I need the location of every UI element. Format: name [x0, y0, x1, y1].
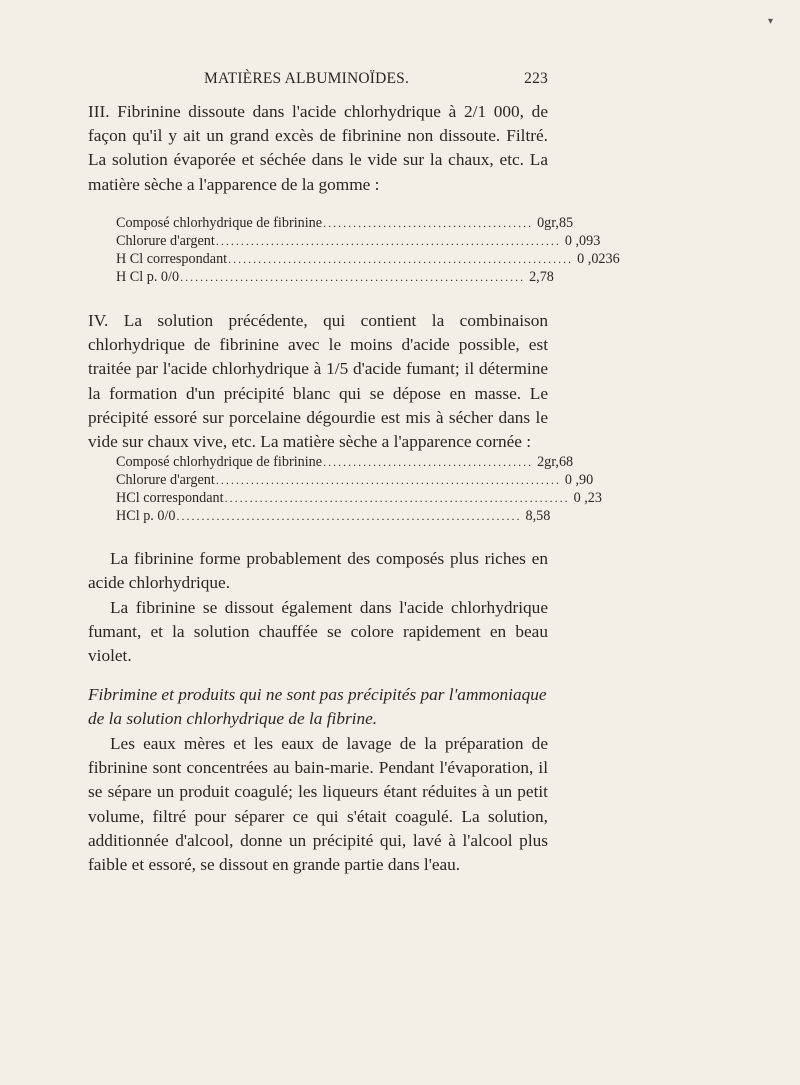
results-table-2 — [116, 453, 602, 525]
table-row — [116, 471, 594, 489]
row-value: 2,78 — [529, 269, 554, 285]
table-row — [116, 507, 551, 525]
paragraph-iii: III. Fibrinine dissoute dans l'acide chlorhydrique à 2/1 000, de façon qu'il y ait un grand excès de fibrinine non dissoute. Filtré. La solution évaporée et séchée dans le vide sur la chaux, etc. La matière sèche a l'apparence de la gomme : — [88, 102, 548, 194]
leader-dots: ..................................................................... — [176, 509, 522, 523]
row-label: Composé chlorhydrique de fibrinine — [116, 454, 323, 470]
paragraph-eaux: Les eaux mères et les eaux de lavage de la préparation de fibrinine sont concentrées au bain-marie. Pendant l'évaporation, il se sépare un produit coagulé; les liqueurs étant réduites à un petit volume, filtré pour séparer ce qui s'était coagulé. La solution, additionnée d'alcool, donne un précipité qui, lavé à l'alcool plus faible et essoré, se dissout en grande partie dans l'eau. — [88, 734, 548, 875]
row-value: 2gr,68 — [537, 454, 574, 470]
row-value: 0 ,093 — [564, 233, 601, 249]
table-row — [116, 232, 601, 250]
leader-dots: ..................................................................... — [228, 252, 574, 266]
results-table-1 — [116, 214, 620, 286]
row-value: 0gr,85 — [537, 215, 574, 231]
header-title: MATIÈRES ALBUMINOÏDES. — [204, 70, 410, 87]
row-label: Composé chlorhydrique de fibrinine — [116, 215, 323, 231]
row-label: Chlorure d'argent — [116, 233, 215, 249]
table-row — [116, 453, 574, 471]
row-value: 0 ,0236 — [577, 251, 620, 267]
leader-dots: ..................................................................... — [215, 473, 561, 487]
row-value: 0 ,90 — [564, 472, 594, 488]
table-row — [116, 268, 554, 286]
page-speck: ▾ — [768, 16, 774, 27]
table-row — [116, 214, 574, 232]
row-label: H Cl p. 0/0 — [116, 269, 180, 285]
leader-dots: ..................................................................... — [224, 491, 570, 505]
table-row — [116, 250, 620, 268]
leader-dots: .......................................... — [323, 455, 534, 469]
paragraph-richer: La fibrinine forme probablement des composés plus riches en acide chlorhydrique. — [88, 549, 548, 593]
row-label: H Cl correspondant — [116, 251, 228, 267]
table-row — [116, 489, 602, 507]
leader-dots: .......................................... — [323, 216, 534, 230]
row-label: HCl correspondant — [116, 490, 224, 506]
row-value: 0 ,23 — [573, 490, 602, 506]
leader-dots: ..................................................................... — [180, 270, 526, 284]
paragraph-fumant: La fibrinine se dissout également dans l'acide chlorhydrique fumant, et la solution chauffée se colore rapidement en beau violet. — [88, 598, 548, 666]
row-label: Chlorure d'argent — [116, 472, 215, 488]
page-number: 223 — [524, 70, 548, 87]
section-heading: Fibrimine et produits qui ne sont pas précipités par l'ammoniaque de la solution chlorhydrique de la fibrine. — [88, 685, 547, 729]
leader-dots: ..................................................................... — [215, 234, 561, 248]
row-label: HCl p. 0/0 — [116, 508, 176, 524]
paragraph-iv: IV. La solution précédente, qui contient la combinaison chlorhydrique de fibrinine avec le moins d'acide possible, est traitée par l'acide chlorhydrique à 1/5 d'acide fumant; il détermine la formation d'un précipité blanc qui se dépose en masse. Le précipité essoré sur porcelaine dégourdie est mis à sécher dans le vide sur chaux vive, etc. La matière sèche a l'apparence cornée : — [88, 311, 548, 452]
row-value: 8,58 — [525, 508, 551, 524]
